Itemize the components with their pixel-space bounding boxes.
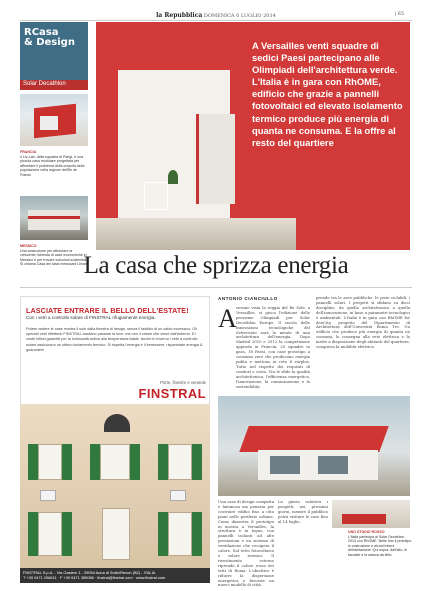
ad-footer-contacts: FINSTRAL S.p.A. - Via Gastern 1 - 39054 Auna di Sotto/Renon (BZ) - ITALIA T +39 0471 296611 · F +39 0471 359086 · finstral@finstral.com · www.finstral.com <box>23 570 166 580</box>
article-byline: ANTONIO CIANCIULLO <box>218 296 278 301</box>
article-column-2-bottom: La giuria valuterà i progetti nei prossimi giorni, mentre il pubblico potrà visitare le case fino al 14 luglio. <box>278 499 328 524</box>
section-logo-text: RCasa & Design <box>24 27 75 48</box>
section-label: Solar Decathlon <box>23 81 66 87</box>
caption-rhome: UNO STUDIO ROSSO L'Italia partecipa al Solar Decathlon 2014 con RhOME. Nelle foto il prototipo in costruzione e alcuni interni dell'abitazione. Qui sopra, dall'alto, le facciate e la stanza da letto <box>348 530 412 557</box>
issue-date: DOMENICA 6 LUGLIO 2014 <box>203 13 276 19</box>
ad-photo-facade <box>20 404 210 568</box>
ad-tagline: Porte, finestre e verande <box>160 380 206 385</box>
caption-france: FRANCIA Il Liv-Lab, della squadra di Parigi, è una piccola casa modulare progettata per affrontare il problema della crescita della popolazione nella regione dell'Île de France <box>20 150 85 177</box>
ad-body: Potete vedere le case mostra il sole dalla finestra di design, senza il fastidio di un caldo eccessivo. Gli speciali vetri riflettenti FINSTRAL lasciano passare la luce, ma non il calore che viene dall'esterno. E i vostri infissi garantiti per la luminosità estiva alla temperatura fatale. Anche in inverno i vetri a controllo solare assicurano un ottimo isolamento termico. Si rispetta l'energia e il benessere, risparmiate energia & guarantee! <box>26 327 203 352</box>
caption-mexico: MESSICO Una costruzione per affrontare la crescente richiesta di case economiche in Messico e per trovare soluzioni sostenibili. Si chiama Casa dei tassi messicani Umani <box>20 244 88 267</box>
newspaper-name: la Repubblica <box>156 12 203 19</box>
ad-brand-logo: FINSTRAL <box>138 386 206 401</box>
headline-divider <box>20 287 412 288</box>
ad-subtitle: Con i vetri a controllo solare di FINSTRAL rifugiamente energia. <box>26 315 156 320</box>
photo-rhome-house <box>218 396 410 496</box>
hero-standfirst: A Versailles venti squadre di sedici Paesi partecipano alle Olimpiadi dell'architettura verde. L'Italia è in gara con RhOME, edificio che grazie a pannelli fotovoltaici ed elevato isolamento termico produce più energia di quanta ne consuma. E la offre al resto del quartiere <box>252 40 403 148</box>
article-column-1-top: vevano vista la reggia del Re Sole, a Versailles, si gioca l'edizione delle prossime Olimpiadi per Solar Decathlon Europe. Il secolo delle innovazioni tecnologiche del Settecento sarà la mente di una architettura dell'energia. Dopo Madrid 2010 e 2012 la competizione approda in Francia: 20 squadre in gara, 16 Paesi, con case prototipo a consumo zero che producono energia pulita e mettono in rete il surplus. Tutto nel rispetto dei requisiti di comfort e costo. Tra le sfide la qualità architettonica, l'efficienza energetica, l'innovazione, la comunicazione e la sostenibilità. <box>236 305 310 389</box>
photo-france-house <box>20 94 88 146</box>
article-column-1-bottom: Una casa di design compatta e luminosa ma pensata per costruire edifici fino a otto piani nelle periferie urbane. Come dimostra il prototipo in mostra a Versailles, la struttura è in legno, con pannelli isolanti ad alte prestazioni e un sistema di ventilazione che recupera il calore. Sul tetto fotovoltaico e solare termico. Il rivestimento esterno riprende il colore rosso dei tetti di Roma. L'obiettivo è ridurre la dispersione energetica e favorire un nuovo modello di città. <box>218 499 274 588</box>
article-dropcap: A <box>218 304 237 333</box>
header-divider <box>20 20 412 21</box>
article-column-2-top: prende tra le aree pubbliche, le piste ciclabili, i pannelli solari. I progetti si sfidano su dieci discipline, da quella architettonica a quella dell'innovazione, in base a parametri tecnologici e ambientali. L'Italia è in gara con RhOME for denCity, progetto del Dipartimento di Architettura dell'Università Roma Tre. Un edificio che produce più energia di quanta ne consumi, lo consegna alla rete elettrica e lo mette a disposizione degli abitanti del quartiere, compresa la mobilità elettrica. <box>316 295 410 350</box>
photo-bedroom <box>332 500 410 528</box>
photo-mexico-house <box>20 196 88 240</box>
page-header <box>0 12 432 19</box>
page-number: | 65 <box>394 11 404 17</box>
article-headline: La casa che sprizza energia <box>83 252 349 279</box>
ad-title: LASCIATE ENTRARE IL BELLO DELL'ESTATE! <box>26 306 189 315</box>
